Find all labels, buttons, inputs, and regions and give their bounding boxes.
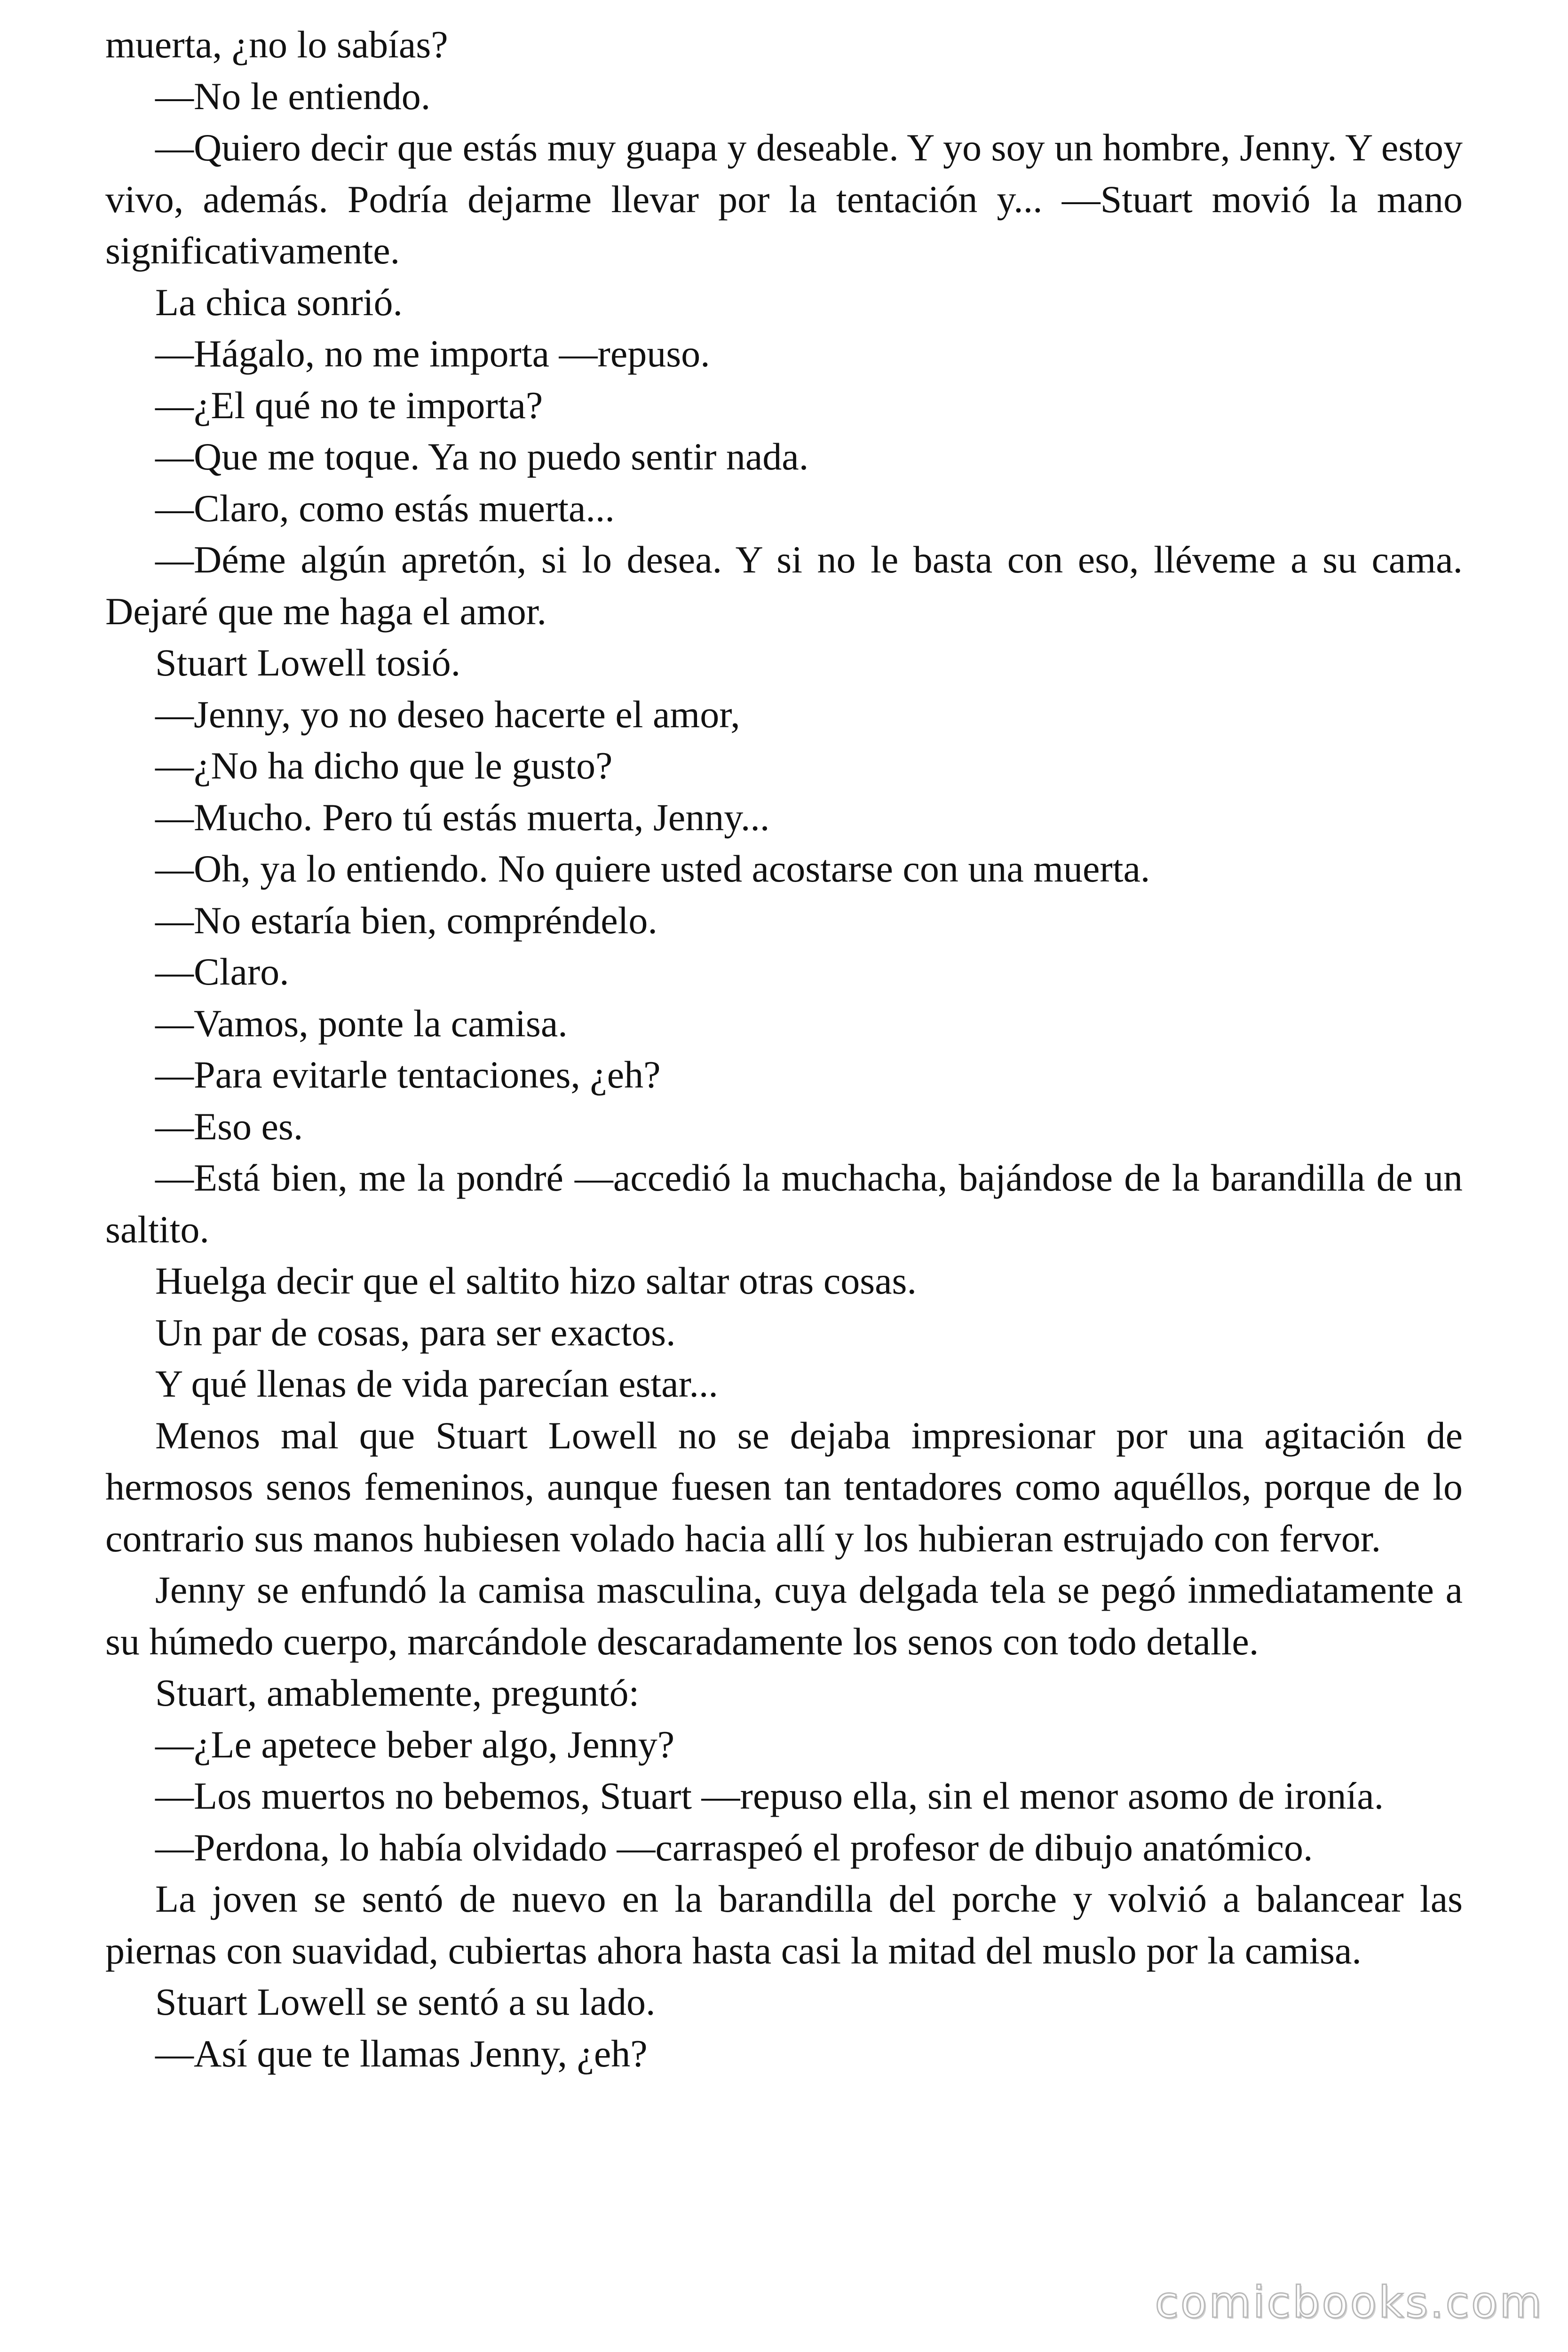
paragraph: La joven se sentó de nuevo en la barandilla del porche y volvió a balancear las piernas con suavidad, cubiertas ahora hasta casi la mitad del muslo por la camisa. (105, 1877, 1463, 1972)
paragraph: —Jenny, yo no deseo hacerte el amor, (155, 692, 740, 736)
paragraph: Jenny se enfundó la camisa masculina, cuya delgada tela se pegó inmediatamente a su húmedo cuerpo, marcándole descaradamente los senos con todo detalle. (105, 1568, 1463, 1663)
paragraph: —Está bien, me la pondré —accedió la muchacha, bajándose de la barandilla de un saltito. (105, 1156, 1463, 1251)
paragraph: —Para evitarle tentaciones, ¿eh? (155, 1053, 661, 1096)
paragraph: Stuart Lowell se sentó a su lado. (155, 1980, 656, 2023)
paragraph: —Vamos, ponte la camisa. (155, 1001, 568, 1045)
paragraph: —No estaría bien, compréndelo. (155, 898, 657, 942)
paragraph: muerta, ¿no lo sabías? (105, 23, 448, 66)
paragraph: —Claro, como estás muerta... (155, 486, 615, 530)
paragraph: —Mucho. Pero tú estás muerta, Jenny... (155, 795, 770, 839)
paragraph: Un par de cosas, para ser exactos. (155, 1311, 676, 1354)
paragraph: Stuart, amablemente, preguntó: (155, 1671, 640, 1714)
paragraph: —Los muertos no bebemos, Stuart —repuso ella, sin el menor asomo de ironía. (155, 1774, 1384, 1817)
paragraph: Huelga decir que el saltito hizo saltar otras cosas. (155, 1259, 917, 1302)
paragraph: Menos mal que Stuart Lowell no se dejaba impresionar por una agitación de hermosos senos femeninos, aunque fuesen tan tentadores como aquéllos, porque de lo contrario sus manos hubiesen volado hacia allí y los hubieran estrujado con fervor. (105, 1414, 1463, 1560)
paragraph: —¿No ha dicho que le gusto? (155, 744, 613, 787)
paragraph: —Hágalo, no me importa —repuso. (155, 332, 710, 375)
paragraph: —Que me toque. Ya no puedo sentir nada. (155, 435, 809, 478)
paragraph: —¿Le apetece beber algo, Jenny? (155, 1723, 675, 1766)
paragraph: —No le entiendo. (155, 74, 431, 118)
paragraph: —Claro. (155, 950, 289, 993)
paragraph: La chica sonrió. (155, 280, 403, 324)
paragraph: —Eso es. (155, 1104, 303, 1148)
paragraph: —Quiero decir que estás muy guapa y deseable. Y yo soy un hombre, Jenny. Y estoy vivo, además. Podría dejarme llevar por la tentación y... —Stuart movió la mano significativamente. (105, 126, 1463, 272)
paragraph: —Déme algún apretón, si lo desea. Y si no le basta con eso, lléveme a su cama. Dejaré que me haga el amor. (105, 538, 1463, 633)
watermark: comicbooks.com (1155, 2277, 1544, 2328)
paragraph: —Así que te llamas Jenny, ¿eh? (155, 2032, 648, 2075)
paragraph: Stuart Lowell tosió. (155, 641, 461, 684)
paragraph: Y qué llenas de vida parecían estar... (155, 1362, 718, 1405)
paragraph: —Perdona, lo había olvidado —carraspeó el profesor de dibujo anatómico. (155, 1826, 1313, 1869)
paragraph: —¿El qué no te importa? (155, 383, 543, 427)
book-page-text (105, 19, 1463, 2079)
paragraph: —Oh, ya lo entiendo. No quiere usted acostarse con una muerta. (155, 847, 1150, 890)
